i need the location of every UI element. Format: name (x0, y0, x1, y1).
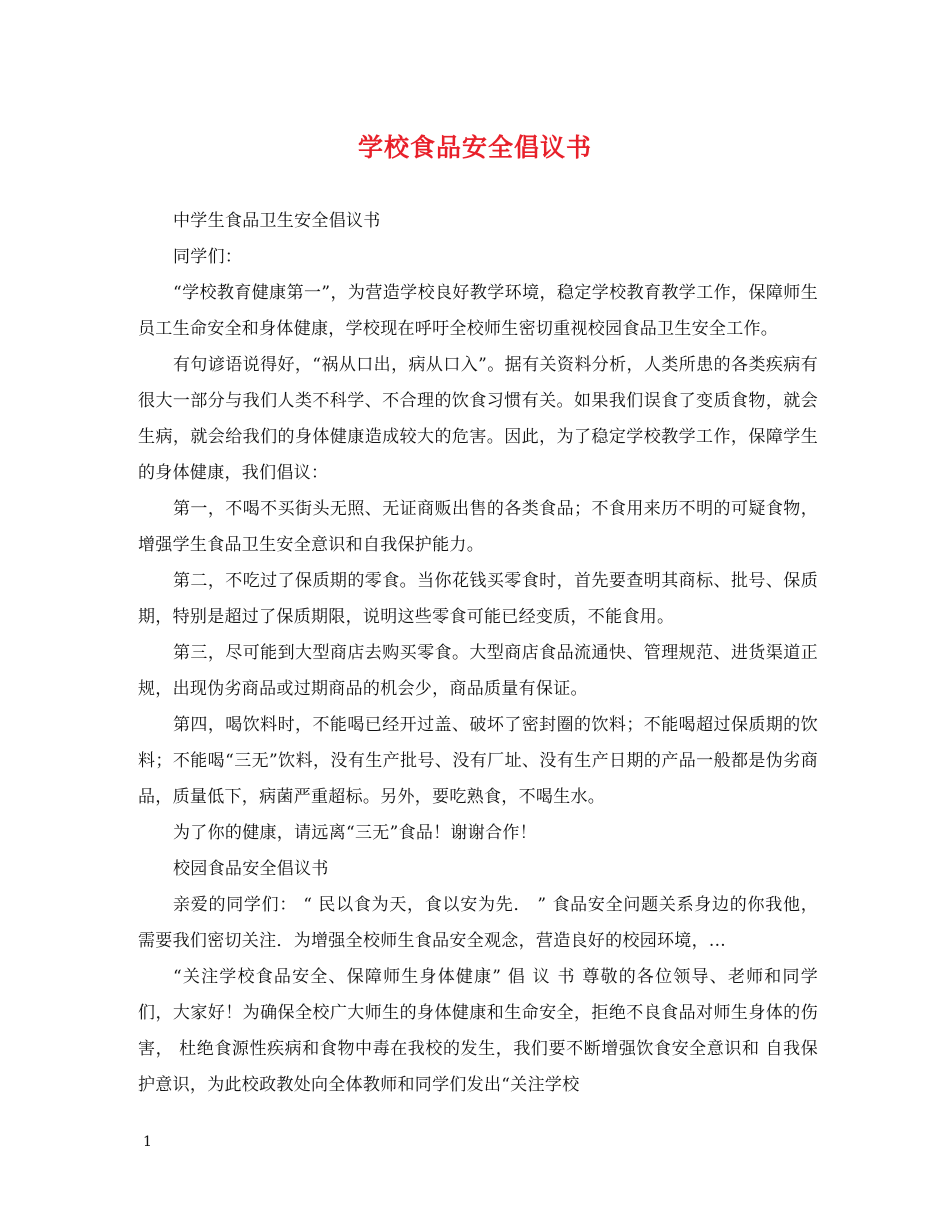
paragraph: 第二，不吃过了保质期的零食。当你花钱买零食时，首先要查明其商标、批号、保质期，特别是超过了保质期限，说明这些零食可能已经变质，不能食用。 (138, 571, 818, 627)
paragraph: 为了你的健康，请远离“三无”食品！谢谢合作！ (173, 823, 537, 843)
paragraph: “关注学校食品安全、保障师生身体健康” 倡 议 书 尊敬的各位领导、老师和同学们，大家好！为确保全校广大师生的身体健康和生命安全，拒绝不良食品对师生身体的伤 害， 杜绝食源性疾病和食物中毒在我校的发生，我们要不断增强饮食安全意识和 自我保护意识，为此校政教处向全体教师和同学们发出“关注学校 (138, 967, 818, 1095)
document-body (138, 203, 818, 1103)
paragraph: 有句谚语说得好，“祸从口出，病从口入”。据有关资料分析，人类所患的各类疾病有很大一部分与我们人类不科学、不合理的饮食习惯有关。如果我们误食了变质食物，就会生病，就会给我们的身体健康造成较大的危害。因此，为了稳定学校教学工作，保障学生的身体健康，我们倡议： (138, 355, 818, 483)
paragraph-subtitle: 中学生食品卫生安全倡议书 (173, 211, 381, 231)
paragraph: 第四，喝饮料时，不能喝已经开过盖、破坏了密封圈的饮料；不能喝超过保质期的饮料；不能喝“三无”饮料，没有生产批号、没有厂址、没有生产日期的产品一般都是伪劣商品，质量低下，病菌严重超标。另外，要吃熟食，不喝生水。 (138, 715, 818, 807)
page-number: 1 (143, 1134, 152, 1150)
document-title: 学校食品安全倡议书 (357, 133, 592, 162)
paragraph-salutation: 同学们： (173, 247, 243, 267)
paragraph-heading: 校园食品安全倡议书 (173, 859, 329, 879)
paragraph: 第三，尽可能到大型商店去购买零食。大型商店食品流通快、管理规范、进货渠道正规，出现伪劣商品或过期商品的机会少，商品质量有保证。 (138, 643, 818, 699)
paragraph: “学校教育健康第一”，为营造学校良好教学环境，稳定学校教育教学工作，保障师生员工生命安全和身体健康，学校现在呼吁全校师生密切重视校园食品卫生安全工作。 (138, 283, 818, 339)
paragraph: 第一，不喝不买街头无照、无证商贩出售的各类食品；不食用来历不明的可疑食物，增强学生食品卫生安全意识和自我保护能力。 (138, 499, 818, 555)
paragraph: 亲爱的同学们： “ 民以食为天，食以安为先． ” 食品安全问题关系身边的你我他，需要我们密切关注．为增强全校师生食品安全观念，营造良好的校园环境，... (138, 895, 818, 951)
